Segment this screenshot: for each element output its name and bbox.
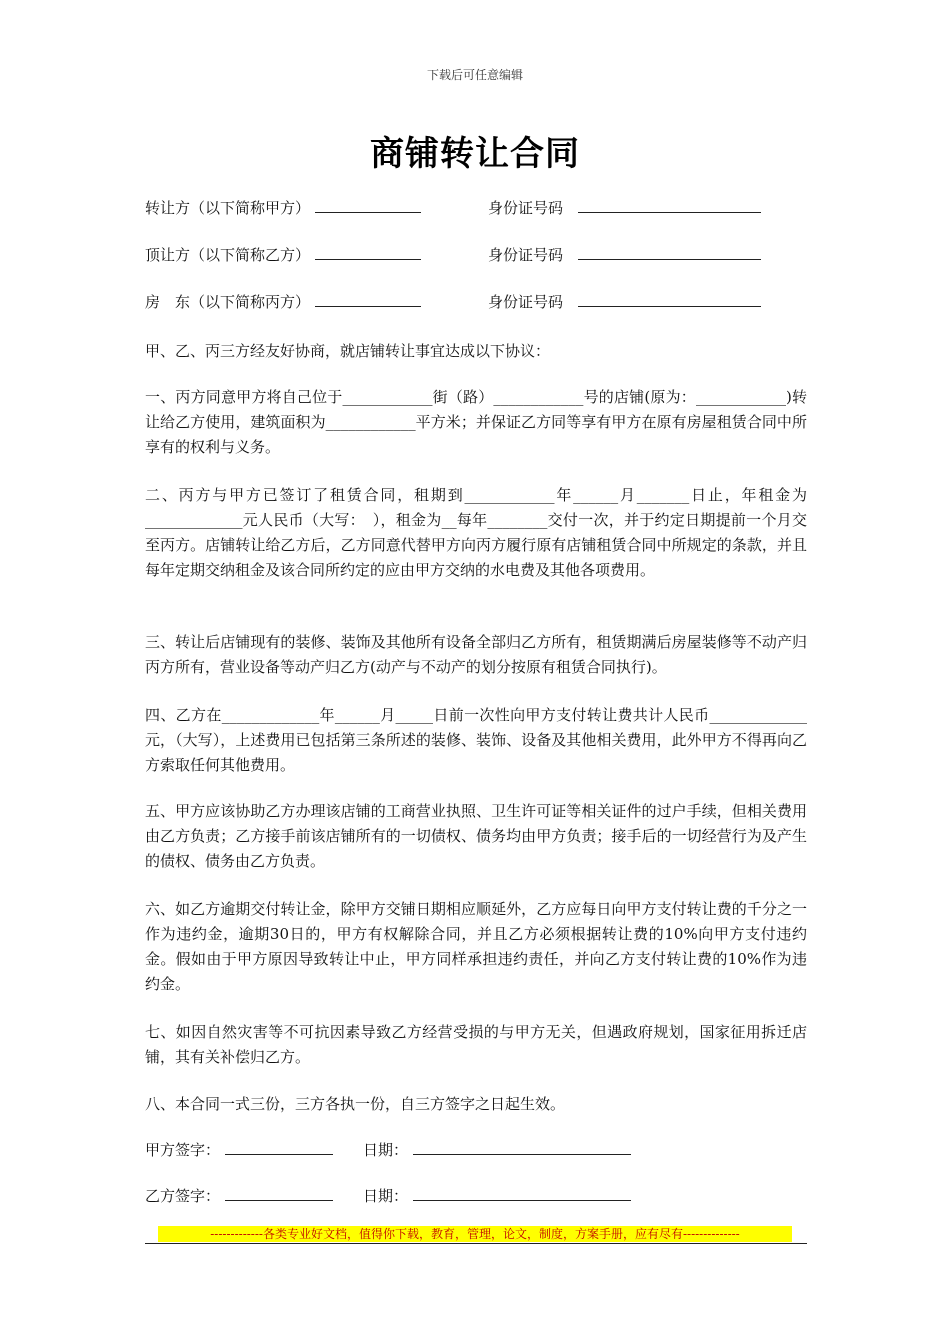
clause-7	[145, 1020, 807, 1070]
party-name-blank	[315, 245, 421, 260]
header-note: 下载后可任意编辑	[426, 68, 523, 82]
signature-row-party-a	[145, 1140, 409, 1160]
id-label: 身份证号码	[488, 246, 564, 264]
signature-blank	[225, 1140, 333, 1155]
id-number-blank	[578, 292, 761, 307]
date-group	[363, 1140, 631, 1160]
party-row-transferor	[145, 198, 564, 218]
party-row-landlord	[145, 292, 564, 312]
clause-5	[145, 799, 807, 874]
clause-text: 六、如乙方逾期交付转让金，除甲方交铺日期相应顺延外，乙方应每日向甲方支付转让费的千分之一作为违约金，逾期30日的，甲方有权解除合同，并且乙方必须根据转让费的10%向甲方支付违约金。假如由于甲方原因导致转让中止，甲方同样承担违约责任，并向乙方支付转让费的10%作为违约金。	[145, 900, 807, 993]
clause-1	[145, 385, 807, 460]
clause-text: 四、乙方在_____________年______月_____日前一次性向甲方支付转让费共计人民币_____________元，（大写），上述费用已包括第三条所述的装修、装饰、设备及其他相关费用，此外甲方不得再向乙方索取任何其他费用。	[145, 706, 807, 774]
clause-text: 三、转让后店铺现有的装修、装饰及其他所有设备全部归乙方所有，租赁期满后房屋装修等不动产归丙方所有，营业设备等动产归乙方(动产与不动产的划分按原有租赁合同执行)。	[145, 633, 807, 676]
date-group	[363, 1186, 631, 1206]
clause-8	[145, 1092, 807, 1117]
clause-2	[145, 483, 807, 583]
party-label: 顶让方（以下简称乙方）	[145, 246, 311, 264]
id-group	[488, 292, 761, 312]
intro-paragraph	[145, 339, 807, 364]
signature-row-party-b	[145, 1186, 409, 1206]
page-title: 商铺转让合同	[370, 134, 580, 174]
signature-blank	[225, 1186, 333, 1201]
footer-banner: -------------各类专业好文档，值得你下载，教育，管理，论文，制度，方案手册，应有尽有--------------	[158, 1226, 792, 1242]
id-number-blank	[578, 198, 761, 213]
clause-text: 八、本合同一式三份，三方各执一份，自三方签字之日起生效。	[145, 1095, 566, 1113]
clause-text: 五、甲方应该协助乙方办理该店铺的工商营业执照、卫生许可证等相关证件的过户手续，但相关费用由乙方负责；乙方接手前该店铺所有的一切债权、债务均由甲方负责；接手后的一切经营行为及产生的债权、债务由乙方负责。	[145, 802, 807, 870]
date-blank	[413, 1186, 631, 1201]
party-name-blank	[315, 198, 421, 213]
party-row-transferee	[145, 245, 564, 265]
clause-text: 一、丙方同意甲方将自己位于____________街（路）____________号的店铺(原为：____________)转让给乙方使用，建筑面积为____________平方米；并保证乙方同等享有甲方在原有房屋租赁合同中所享有的权利与义务。	[145, 388, 807, 456]
date-blank	[413, 1140, 631, 1155]
signature-label: 甲方签字：	[145, 1141, 221, 1159]
signature-label: 乙方签字：	[145, 1187, 221, 1205]
party-label: 房 东（以下简称丙方）	[145, 293, 311, 311]
id-number-blank	[578, 245, 761, 260]
clause-4	[145, 703, 807, 778]
clause-3	[145, 630, 807, 680]
party-label: 转让方（以下简称甲方）	[145, 199, 311, 217]
clause-text: 二、丙方与甲方已签订了租赁合同，租期到____________年______月_______日止，年租金为_____________元人民币（大写： ），租金为__每年________交付一次，并于约定日期提前一个月交至丙方。店铺转让给乙方后，乙方同意代替甲方向丙方履行原有店铺租赁合同中所规定的条款，并且每年定期交纳租金及该合同所约定的应由甲方交纳的水电费及其他各项费用。	[145, 486, 807, 579]
date-label: 日期：	[363, 1187, 409, 1205]
id-label: 身份证号码	[488, 199, 564, 217]
footer-divider	[145, 1243, 807, 1244]
intro-text: 甲、乙、丙三方经友好协商，就店铺转让事宜达成以下协议：	[145, 342, 551, 360]
id-group	[488, 245, 761, 265]
id-group	[488, 198, 761, 218]
clause-6	[145, 897, 807, 997]
clause-text: 七、如因自然灾害等不可抗因素导致乙方经营受损的与甲方无关，但遇政府规划，国家征用拆迁店铺，其有关补偿归乙方。	[145, 1023, 807, 1066]
date-label: 日期：	[363, 1141, 409, 1159]
id-label: 身份证号码	[488, 293, 564, 311]
party-name-blank	[315, 292, 421, 307]
